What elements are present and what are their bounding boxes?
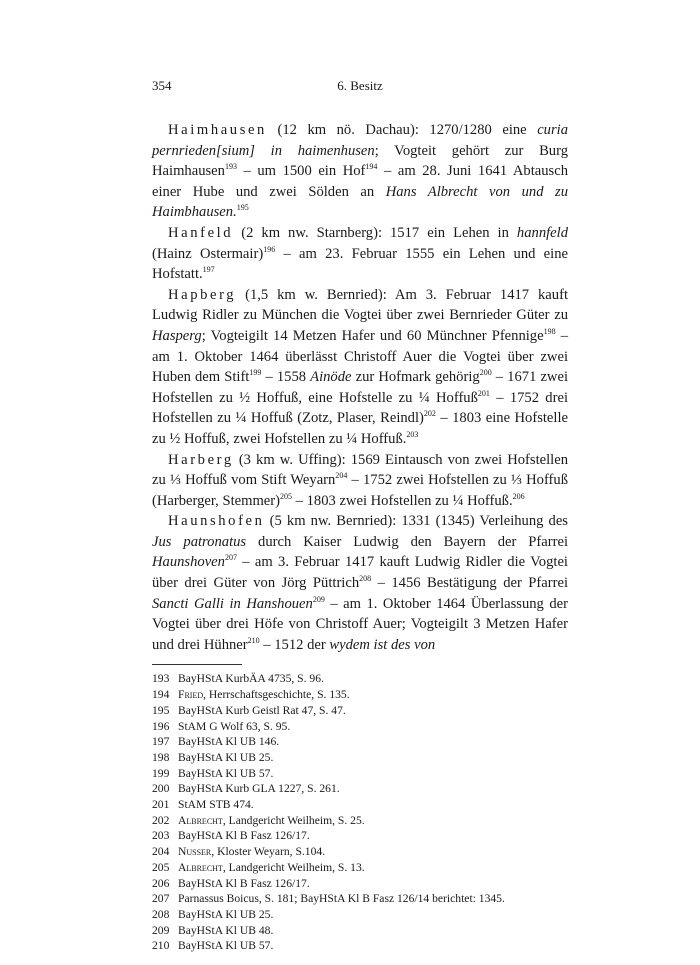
footnote-ref: 201	[477, 388, 490, 398]
footnote-text	[178, 703, 346, 719]
footnote	[152, 781, 568, 797]
footnote-number: 201	[152, 798, 170, 812]
footnote	[152, 907, 568, 923]
text-run: , Kloster Weyarn, S.104.	[211, 845, 326, 859]
footnote-number: 203	[152, 829, 170, 843]
paragraph	[152, 511, 568, 655]
author-name: Albrecht	[178, 860, 223, 874]
text-run: BayHStA Kl UB 48.	[178, 923, 274, 937]
footnote-number: 196	[152, 719, 170, 733]
text-run: BayHStA Kl UB 57.	[178, 766, 274, 780]
footnote-text	[178, 797, 254, 813]
footnote-text	[178, 750, 273, 766]
footnote	[152, 703, 568, 719]
italic-text: Jus patronatus	[152, 533, 247, 550]
text-run: (1,5 km w. Bernried): Am 3. Februar 1417 kauft Ludwig Ridler zu München die Vogtei über zwei Bernrieder Güter zu	[152, 286, 568, 324]
text-run: durch Kaiser Ludwig den Bayern der Pfarrei	[246, 533, 568, 550]
page-number: 354	[152, 78, 172, 93]
footnote-number: 204	[152, 845, 170, 859]
text-run: BayHStA Kl UB 25.	[178, 750, 274, 764]
text-run: , Landgericht Weilheim, S. 13.	[222, 860, 365, 874]
footnote-ref: 204	[335, 471, 348, 481]
footnote	[152, 876, 568, 892]
text-run: – am 3. Februar 1417 kauft Ludwig Ridler die Vogtei über drei Güter von Jörg Püttrich	[152, 554, 568, 592]
footnote-ref: 199	[249, 368, 262, 378]
footnote-ref: 209	[312, 594, 325, 604]
footnote-number: 199	[152, 766, 170, 780]
footnote-ref: 207	[224, 553, 237, 563]
footnote-text	[178, 687, 350, 703]
footnote-number: 209	[152, 923, 170, 937]
footnote	[152, 938, 568, 954]
footnote	[152, 687, 568, 703]
text-run: BayHStA Kl UB 57.	[178, 939, 274, 953]
text-run: – am 23. Februar 1555 ein Lehen und eine Hofstatt.	[152, 245, 568, 283]
footnote-number: 202	[152, 813, 170, 827]
author-name: Fried	[178, 688, 204, 702]
footnote-text	[178, 923, 273, 939]
footnote-number: 210	[152, 939, 170, 953]
text-run: BayHStA Kl UB 25.	[178, 907, 274, 921]
text-run: – am 1. Oktober 1464 überlässt Christoff Auer die Vogtei über zwei Huben dem Stift	[152, 327, 568, 386]
footnote-text	[178, 876, 310, 892]
place-name: Haimhausen	[168, 122, 267, 138]
book-page	[152, 78, 568, 954]
italic-text: hannfeld	[516, 224, 568, 241]
italic-text: Sancti Galli in Hanshouen	[152, 595, 313, 612]
footnote-number: 194	[152, 688, 170, 702]
text-run: – 1671 zwei Hofstellen zu ½ Hoffuß, eine Hofstelle zu ¼ Hoffuß	[152, 369, 569, 406]
italic-text: Hans Albrecht von und zu Haimbhausen.	[152, 183, 569, 221]
text-run: StAM G Wolf 63, S. 95.	[178, 719, 291, 733]
text-run: , Herrschaftsgeschichte, S. 135.	[203, 688, 350, 702]
footnote-text	[178, 860, 365, 876]
text-run: – 1512 der	[259, 636, 330, 653]
place-name: Haunshofen	[168, 513, 265, 530]
italic-text: Hasperg	[152, 327, 202, 344]
chapter-title: 6. Besitz	[337, 78, 383, 93]
footnote-number: 207	[152, 892, 170, 906]
italic-text: wydem ist des von	[329, 636, 436, 653]
text-run: – am 28. Juni 1641 Abtausch einer Hube und zwei Sölden an	[152, 163, 568, 200]
footnote	[152, 860, 568, 876]
footnote-number: 193	[152, 672, 170, 686]
text-run: – 1456 Bestätigung der Pfarrei	[371, 575, 568, 592]
text-run: – 1752 drei Hofstellen zu ¼ Hoffuß (Zotz, Plaser, Reindl)	[152, 389, 568, 427]
paragraph	[152, 223, 568, 285]
place-name: Hanfeld	[168, 224, 234, 241]
footnote-ref: 210	[247, 635, 260, 645]
text-run: BayHStA Kurb GLA 1227, S. 261.	[178, 782, 340, 796]
text-run: Parnassus Boicus, S. 181; BayHStA Kl B Fasz 126/14 berichtet: 1345.	[178, 892, 505, 906]
footnote-number: 198	[152, 750, 170, 764]
main-text	[152, 120, 568, 655]
text-run: – 1558	[261, 369, 311, 386]
text-run: BayHStA Kurb Geistl Rat 47, S. 47.	[178, 703, 346, 717]
footnote	[152, 813, 568, 829]
footnote-ref: 203	[406, 429, 419, 439]
footnote	[152, 734, 568, 750]
footnote-text	[178, 781, 340, 797]
footnote	[152, 923, 568, 939]
text-run: BayHStA Kl UB 146.	[178, 735, 280, 749]
place-name: Harberg	[168, 451, 234, 468]
footnote-text	[178, 813, 365, 829]
text-run: – 1803 eine Hofstelle zu ½ Hoffuß, zwei Hofstellen zu ¼ Hoffuß.	[152, 410, 568, 447]
footnote-number: 195	[152, 703, 170, 717]
text-run: BayHStA KurbÄA 4735, S. 96.	[178, 672, 324, 686]
footnotes	[152, 671, 568, 954]
paragraph	[152, 120, 568, 223]
footnote-text	[178, 671, 324, 687]
footnote-separator	[152, 664, 242, 665]
footnote-text	[178, 828, 310, 844]
footnote-number: 208	[152, 907, 170, 921]
italic-text: curia pernrieden[sium] in haimenhusen	[152, 122, 568, 159]
footnote-ref: 205	[280, 491, 293, 501]
footnote-text	[178, 907, 273, 923]
text-run: StAM STB 474.	[178, 798, 254, 812]
text-run: (5 km nw. Bernried): 1331 (1345) Verleihung des	[264, 513, 568, 530]
footnote-text	[178, 844, 325, 860]
text-run: (3 km w. Uffing): 1569 Eintausch von zwei Hofstellen zu ⅓ Hoffuß vom Stift Weyarn	[152, 451, 568, 489]
author-name: Albrecht	[178, 813, 223, 827]
footnote-number: 197	[152, 735, 170, 749]
text-run: – 1803 zwei Hofstellen zu ¼ Hoffuß.	[292, 492, 513, 509]
footnote-ref: 194	[365, 162, 378, 172]
footnote-ref: 198	[543, 326, 556, 336]
footnote-ref: 197	[202, 265, 215, 275]
footnote	[152, 719, 568, 735]
paragraph	[152, 285, 568, 450]
text-run: zur Hofmark gehörig	[351, 369, 480, 386]
author-name: Nusser	[178, 845, 212, 859]
footnote-ref: 196	[263, 244, 276, 254]
text-run: (Hainz Ostermair)	[152, 245, 264, 262]
footnote-text	[178, 891, 505, 907]
footnote	[152, 797, 568, 813]
footnote-ref: 193	[224, 162, 237, 172]
footnote-ref: 208	[359, 574, 372, 584]
text-run: (12 km nö. Dachau): 1270/1280 eine	[266, 122, 538, 138]
italic-text: Ainöde	[310, 369, 352, 386]
footnote	[152, 891, 568, 907]
footnote-number: 200	[152, 782, 170, 796]
footnote-text	[178, 938, 273, 954]
text-run: BayHStA Kl B Fasz 126/17.	[178, 829, 310, 843]
footnote-ref: 202	[423, 409, 436, 419]
footnote-text	[178, 719, 290, 735]
text-run: ; Vogteigilt 14 Metzen Hafer und 60 Münchner Pfennige	[201, 327, 544, 344]
footnote	[152, 844, 568, 860]
footnote-ref: 206	[512, 491, 525, 501]
text-run: BayHStA Kl B Fasz 126/17.	[178, 876, 310, 890]
footnote	[152, 750, 568, 766]
place-name: Hapberg	[168, 286, 237, 303]
footnote-ref: 200	[479, 368, 492, 378]
text-run: – am 1. Oktober 1464 Überlassung der Vogtei über drei Höfe von Christoff Auer; Vogteigilt 3 Metzen Hafer und drei Hühner	[152, 595, 568, 653]
footnote-text	[178, 734, 279, 750]
footnote-ref: 195	[236, 203, 249, 213]
footnote-number: 206	[152, 876, 170, 890]
footnote-text	[178, 766, 273, 782]
text-run: – um 1500 ein Hof	[236, 163, 366, 180]
text-run: , Landgericht Weilheim, S. 25.	[222, 813, 365, 827]
text-run: – 1752 zwei Hofstellen zu ⅓ Hoffuß (Harberger, Stemmer)	[152, 472, 568, 509]
text-run: (2 km nw. Starnberg): 1517 ein Lehen in	[233, 224, 517, 241]
text-run: ; Vogteit gehört zur Burg Haimhausen	[152, 142, 568, 180]
running-header	[152, 78, 568, 98]
footnote	[152, 671, 568, 687]
footnote	[152, 766, 568, 782]
footnote-number: 205	[152, 860, 170, 874]
paragraph	[152, 450, 568, 512]
italic-text: Haunshoven	[152, 554, 225, 571]
footnote	[152, 828, 568, 844]
